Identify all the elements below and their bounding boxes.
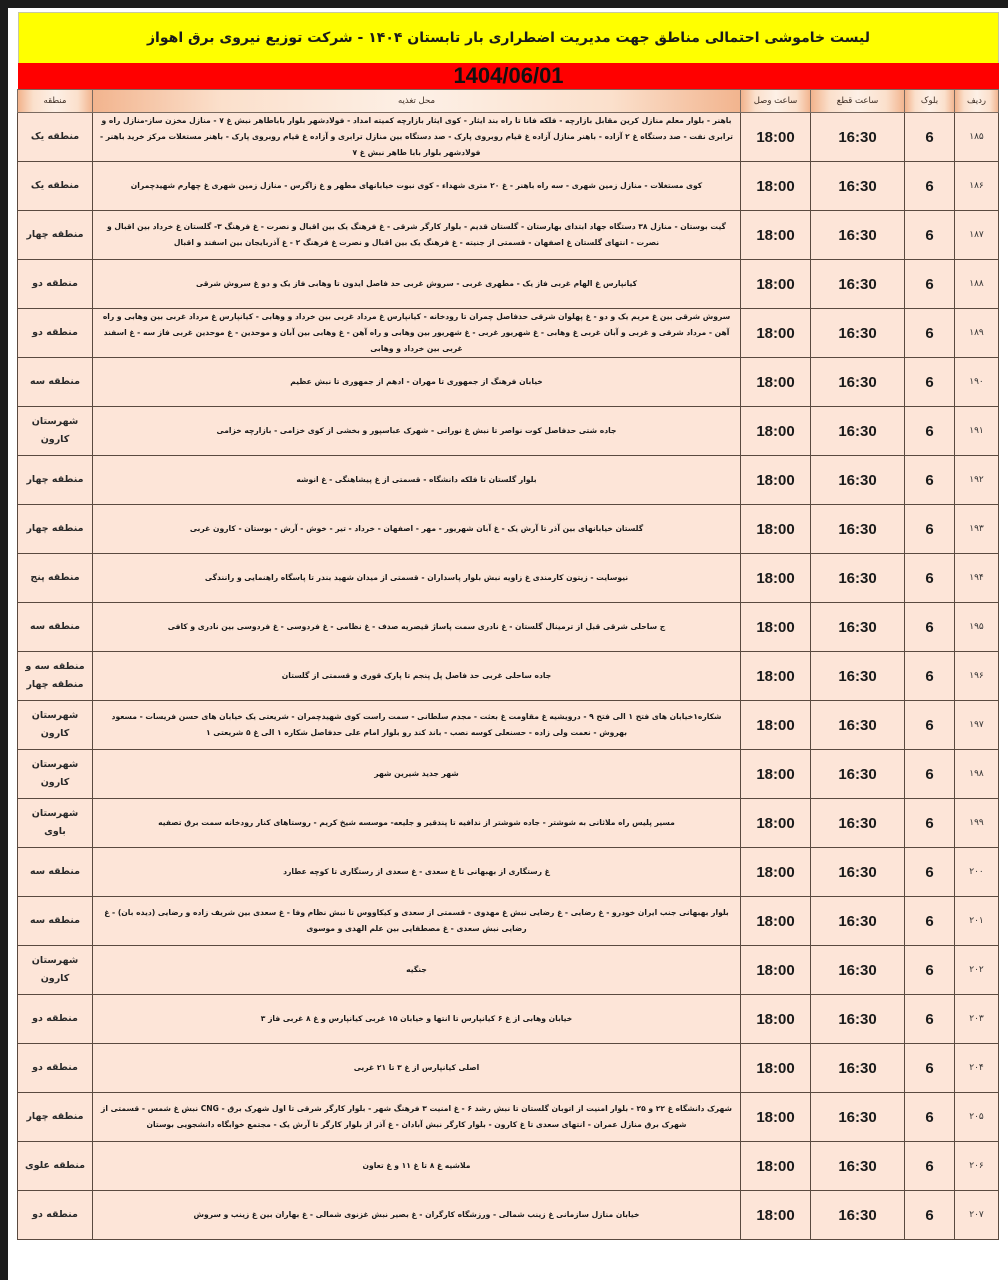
cut-time: 16:30 bbox=[811, 750, 905, 799]
row-number: ۱۸۹ bbox=[955, 309, 999, 358]
table-row bbox=[18, 652, 999, 701]
block-number: 6 bbox=[905, 456, 955, 505]
schedule-date: 1404/06/01 bbox=[18, 63, 999, 89]
connect-time: 18:00 bbox=[741, 162, 811, 211]
table-row bbox=[18, 603, 999, 652]
feeder-location: ملاشیه غ ۸ تا غ ۱۱ و غ تعاون bbox=[93, 1142, 741, 1191]
region-name: شهرستان کارون bbox=[18, 750, 93, 799]
connect-time: 18:00 bbox=[741, 995, 811, 1044]
region-name: منطقه سه bbox=[18, 848, 93, 897]
table-row bbox=[18, 946, 999, 995]
cut-time: 16:30 bbox=[811, 211, 905, 260]
feeder-location: خیابان وهابی از غ ۶ کیانپارس تا انتها و خیابان ۱۵ غربی کیانپارس و غ ۸ غربی فاز ۳ bbox=[93, 995, 741, 1044]
block-number: 6 bbox=[905, 946, 955, 995]
feeder-location: شکاره۱خیابان های فتح ۱ الی فتح ۹ - درویشیه غ مقاومت غ بعثت - مجدم سلطانی - سمت راست کوی شهیدچمران - شریعتی یک خیابان های حسن فریسات - مسعود بهروش - نعمت ولی زاده - حسنعلی کوسه نصب - باند کند رو بلوار امام علی حدفاصل شکاره ۱ الی غ ۵ شریعتی ۱ bbox=[93, 701, 741, 750]
header-radif: ردیف bbox=[955, 90, 999, 113]
outage-table bbox=[17, 89, 999, 1240]
region-name: منطقه دو bbox=[18, 309, 93, 358]
region-name: منطقه چهار bbox=[18, 505, 93, 554]
cut-time: 16:30 bbox=[811, 652, 905, 701]
table-row bbox=[18, 750, 999, 799]
feeder-location: شهر جدید شیرین شهر bbox=[93, 750, 741, 799]
region-name: منطقه دو bbox=[18, 1191, 93, 1240]
row-number: ۲۰۳ bbox=[955, 995, 999, 1044]
feeder-location: باهنر - بلوار معلم منازل کرین مقابل بازارچه - فلکه فانا تا راه بند ایثار - کوی ایثار بازارچه کمیته امداد - فولادشهر بلوار باباطاهر نبش غ ۷ - منازل مخزن ساز-منازل راه و ترابری نفت - صد دستگاه غ ۲ آزاده - باهنر منازل آزاده غ قیام روبروی پارک - صد دستگاه بین منازل ترابری و آزاده غ قیام روبروی پارک - باهنر مستغلات مرکز خرید باهنر - فولادشهر بلوار بابا طاهر نبش غ ۷ bbox=[93, 113, 741, 162]
connect-time: 18:00 bbox=[741, 848, 811, 897]
region-name: منطقه سه bbox=[18, 897, 93, 946]
document-page bbox=[8, 8, 1008, 1280]
cut-time: 16:30 bbox=[811, 946, 905, 995]
table-row bbox=[18, 162, 999, 211]
row-number: ۲۰۰ bbox=[955, 848, 999, 897]
row-number: ۱۹۷ bbox=[955, 701, 999, 750]
cut-time: 16:30 bbox=[811, 848, 905, 897]
block-number: 6 bbox=[905, 750, 955, 799]
region-name: منطقه دو bbox=[18, 260, 93, 309]
block-number: 6 bbox=[905, 897, 955, 946]
row-number: ۲۰۵ bbox=[955, 1093, 999, 1142]
outage-schedule-sheet bbox=[18, 12, 999, 1240]
table-row bbox=[18, 505, 999, 554]
table-row bbox=[18, 848, 999, 897]
connect-time: 18:00 bbox=[741, 799, 811, 848]
connect-time: 18:00 bbox=[741, 309, 811, 358]
region-name: منطقه سه bbox=[18, 603, 93, 652]
table-row bbox=[18, 995, 999, 1044]
cut-time: 16:30 bbox=[811, 505, 905, 554]
row-number: ۲۰۶ bbox=[955, 1142, 999, 1191]
feeder-location: مسیر پلیس راه ملاثانی به شوشتر - جاده شوشتر از ندافیه تا پندقیر و جلیعه- موسسه شیخ کریم - روستاهای کنار رودخانه سمت برق تصفیه bbox=[93, 799, 741, 848]
connect-time: 18:00 bbox=[741, 946, 811, 995]
block-number: 6 bbox=[905, 554, 955, 603]
header-location: محل تغذیه bbox=[93, 90, 741, 113]
feeder-location: اصلی کیانپارس از غ ۳ تا ۲۱ غربی bbox=[93, 1044, 741, 1093]
feeder-location: جاده ساحلی غربی حد فاصل پل پنجم تا پارک قوری و قسمتی از گلستان bbox=[93, 652, 741, 701]
region-name: شهرستان باوی bbox=[18, 799, 93, 848]
cut-time: 16:30 bbox=[811, 407, 905, 456]
cut-time: 16:30 bbox=[811, 1191, 905, 1240]
connect-time: 18:00 bbox=[741, 897, 811, 946]
block-number: 6 bbox=[905, 995, 955, 1044]
cut-time: 16:30 bbox=[811, 603, 905, 652]
block-number: 6 bbox=[905, 603, 955, 652]
table-row bbox=[18, 1044, 999, 1093]
cut-time: 16:30 bbox=[811, 1142, 905, 1191]
region-name: منطقه سه bbox=[18, 358, 93, 407]
table-row bbox=[18, 358, 999, 407]
cut-time: 16:30 bbox=[811, 113, 905, 162]
row-number: ۱۹۶ bbox=[955, 652, 999, 701]
connect-time: 18:00 bbox=[741, 211, 811, 260]
block-number: 6 bbox=[905, 1191, 955, 1240]
region-name: شهرستان کارون bbox=[18, 946, 93, 995]
cut-time: 16:30 bbox=[811, 358, 905, 407]
block-number: 6 bbox=[905, 113, 955, 162]
table-row bbox=[18, 211, 999, 260]
region-name: منطقه چهار bbox=[18, 1093, 93, 1142]
row-number: ۱۹۸ bbox=[955, 750, 999, 799]
region-name: منطقه دو bbox=[18, 995, 93, 1044]
cut-time: 16:30 bbox=[811, 701, 905, 750]
connect-time: 18:00 bbox=[741, 113, 811, 162]
row-number: ۲۰۱ bbox=[955, 897, 999, 946]
feeder-location: بلوار گلستان تا فلکه دانشگاه - قسمتی از غ پیشاهنگی - غ انوشه bbox=[93, 456, 741, 505]
feeder-location: خیابان فرهنگ از جمهوری تا مهران - ادهم از جمهوری تا نبش عظیم bbox=[93, 358, 741, 407]
table-row bbox=[18, 456, 999, 505]
connect-time: 18:00 bbox=[741, 1093, 811, 1142]
table-header-row bbox=[18, 90, 999, 113]
row-number: ۱۹۲ bbox=[955, 456, 999, 505]
row-number: ۱۹۹ bbox=[955, 799, 999, 848]
table-row bbox=[18, 113, 999, 162]
cut-time: 16:30 bbox=[811, 554, 905, 603]
connect-time: 18:00 bbox=[741, 1142, 811, 1191]
table-row bbox=[18, 554, 999, 603]
cut-time: 16:30 bbox=[811, 799, 905, 848]
block-number: 6 bbox=[905, 799, 955, 848]
feeder-location: گیت بوستان - منازل ۳۸ دستگاه جهاد ابتدای بهارستان - گلستان قدیم - بلوار کارگر شرقی - غ فرهنگ یک بین اقبال و نصرت - غ فرهنگ ۳- گلستان غ خرداد بین اقبال و نصرت - انتهای گلستان غ اصفهان - قسمتی از جنیته - غ فرهنگ یک بین اقبال و نصرت غ فرهنگ ۲ - غ آذربایجان بین اسفند و اقبال bbox=[93, 211, 741, 260]
block-number: 6 bbox=[905, 701, 955, 750]
connect-time: 18:00 bbox=[741, 603, 811, 652]
region-name: منطقه پنج bbox=[18, 554, 93, 603]
block-number: 6 bbox=[905, 1093, 955, 1142]
connect-time: 18:00 bbox=[741, 1044, 811, 1093]
row-number: ۲۰۴ bbox=[955, 1044, 999, 1093]
feeder-location: کیانپارس غ الهام غربی فاز یک - مطهری غربی - سروش غربی حد فاصل ایدون تا وهابی فاز یک و دو غ سروش شرقی bbox=[93, 260, 741, 309]
connect-time: 18:00 bbox=[741, 554, 811, 603]
row-number: ۲۰۲ bbox=[955, 946, 999, 995]
region-name: شهرستان کارون bbox=[18, 701, 93, 750]
connect-time: 18:00 bbox=[741, 407, 811, 456]
row-number: ۲۰۷ bbox=[955, 1191, 999, 1240]
feeder-location: خیابان منازل سازمانی غ زینب شمالی - ورزشگاه کارگران - غ بصیر نبش غزنوی شمالی - غ بهاران بین غ زینب و سروش bbox=[93, 1191, 741, 1240]
block-number: 6 bbox=[905, 358, 955, 407]
cut-time: 16:30 bbox=[811, 162, 905, 211]
block-number: 6 bbox=[905, 848, 955, 897]
table-row bbox=[18, 407, 999, 456]
table-row bbox=[18, 260, 999, 309]
feeder-location: گلستان خیابانهای بین آذر تا آرش یک - غ آبان شهریور - مهر - اصفهان - خرداد - تیر - خوش - آرش - بوستان - کارون غربی bbox=[93, 505, 741, 554]
header-region: منطقه bbox=[18, 90, 93, 113]
cut-time: 16:30 bbox=[811, 1093, 905, 1142]
block-number: 6 bbox=[905, 211, 955, 260]
cut-time: 16:30 bbox=[811, 897, 905, 946]
region-name: منطقه چهار bbox=[18, 211, 93, 260]
connect-time: 18:00 bbox=[741, 456, 811, 505]
row-number: ۱۹۴ bbox=[955, 554, 999, 603]
block-number: 6 bbox=[905, 505, 955, 554]
document-title: لیست خاموشی احتمالی مناطق جهت مدیریت اضطراری بار تابستان ۱۴۰۴ - شرکت توزیع نیروی برق اهواز bbox=[18, 12, 999, 63]
block-number: 6 bbox=[905, 309, 955, 358]
header-block: بلوک bbox=[905, 90, 955, 113]
region-name: منطقه چهار bbox=[18, 456, 93, 505]
feeder-location: نیوسایت - زیتون کارمندی غ زاویه نبش بلوار پاسداران - قسمتی از میدان شهید بندر تا پاسگاه راهنمایی و رانندگی bbox=[93, 554, 741, 603]
feeder-location: جنگیه bbox=[93, 946, 741, 995]
block-number: 6 bbox=[905, 1142, 955, 1191]
block-number: 6 bbox=[905, 652, 955, 701]
table-row bbox=[18, 799, 999, 848]
feeder-location: سروش شرقی بین غ مریم یک و دو - غ پهلوان شرقی حدفاصل چمران تا رودخانه - کیانپارس غ مرداد غربی بین خرداد و وهابی - کیانپارس غ مرداد غربی بین وهابی و راه آهن - مرداد شرقی و غربی و آبان غربی غ وهابی - غ شهریور غربی - غ شهریور بین وهابی و راه آهن - غ وهابی بین آبان و موحدین - غ موحدین غربی فاز سه - غ اسفند غربی بین خرداد و وهابی bbox=[93, 309, 741, 358]
row-number: ۱۸۸ bbox=[955, 260, 999, 309]
block-number: 6 bbox=[905, 1044, 955, 1093]
table-row bbox=[18, 897, 999, 946]
table-row bbox=[18, 1093, 999, 1142]
table-row bbox=[18, 1191, 999, 1240]
feeder-location: شهرک دانشگاه غ ۲۲ و ۲۵ - بلوار امنیت از اتوبان گلستان تا نبش رشد ۶ - غ امنیت ۳ فرهنگ شهر - بلوار کارگر شرقی تا اول شهرک برق - CNG نبش غ شمس - قسمتی از شهرک برق منازل عمران - انتهای سعدی تا غ کارون - بلوار کارگر نبش آبادان - غ آذر از بلوار کارگر تا آرش یک - مجتمع خوابگاه دانشجویی بوستان bbox=[93, 1093, 741, 1142]
connect-time: 18:00 bbox=[741, 260, 811, 309]
row-number: ۱۹۵ bbox=[955, 603, 999, 652]
row-number: ۱۸۵ bbox=[955, 113, 999, 162]
region-name: منطقه سه و منطقه چهار bbox=[18, 652, 93, 701]
cut-time: 16:30 bbox=[811, 309, 905, 358]
region-name: شهرستان کارون bbox=[18, 407, 93, 456]
region-name: منطقه یک bbox=[18, 162, 93, 211]
cut-time: 16:30 bbox=[811, 995, 905, 1044]
row-number: ۱۹۱ bbox=[955, 407, 999, 456]
row-number: ۱۸۶ bbox=[955, 162, 999, 211]
connect-time: 18:00 bbox=[741, 750, 811, 799]
connect-time: 18:00 bbox=[741, 1191, 811, 1240]
block-number: 6 bbox=[905, 260, 955, 309]
row-number: ۱۹۳ bbox=[955, 505, 999, 554]
feeder-location: کوی مستغلات - منازل زمین شهری - سه راه باهنر - غ ۲۰ متری شهداء - کوی نبوت خیابانهای مطهر و غ زاگرس - منازل زمین شهری غ چهارم شهیدچمران bbox=[93, 162, 741, 211]
cut-time: 16:30 bbox=[811, 456, 905, 505]
header-cut-time: ساعت قطع bbox=[811, 90, 905, 113]
header-connect-time: ساعت وصل bbox=[741, 90, 811, 113]
connect-time: 18:00 bbox=[741, 505, 811, 554]
row-number: ۱۹۰ bbox=[955, 358, 999, 407]
block-number: 6 bbox=[905, 162, 955, 211]
table-row bbox=[18, 701, 999, 750]
feeder-location: ج ساحلی شرقی قبل از ترمینال گلستان - غ نادری سمت پاساژ قیصریه صدف - غ نظامی - غ فردوسی - غ فردوسی بین نادری و کافی bbox=[93, 603, 741, 652]
feeder-location: بلوار بهبهانی جنب ایران خودرو - غ رضایی - غ رضایی نبش غ مهدوی - قسمتی از سعدی و کیکاووس تا نبش نظام وفا - غ سعدی بین شریف زاده و رضایی (دیده بان) - غ رضایی نبش سعدی - غ مصطفایی بین علم الهدی و موسوی bbox=[93, 897, 741, 946]
connect-time: 18:00 bbox=[741, 701, 811, 750]
region-name: منطقه یک bbox=[18, 113, 93, 162]
table-row bbox=[18, 1142, 999, 1191]
connect-time: 18:00 bbox=[741, 358, 811, 407]
table-row bbox=[18, 309, 999, 358]
feeder-location: غ رستگاری از بهبهانی تا غ سعدی - غ سعدی از رستگاری تا کوچه عطارد bbox=[93, 848, 741, 897]
block-number: 6 bbox=[905, 407, 955, 456]
cut-time: 16:30 bbox=[811, 260, 905, 309]
region-name: منطقه علوی bbox=[18, 1142, 93, 1191]
feeder-location: جاده شتی حدفاصل کوت نواصر تا نبش غ نورانی - شهرک عباسپور و بخشی از کوی خزامی - بازارچه خزامی bbox=[93, 407, 741, 456]
row-number: ۱۸۷ bbox=[955, 211, 999, 260]
connect-time: 18:00 bbox=[741, 652, 811, 701]
region-name: منطقه دو bbox=[18, 1044, 93, 1093]
cut-time: 16:30 bbox=[811, 1044, 905, 1093]
